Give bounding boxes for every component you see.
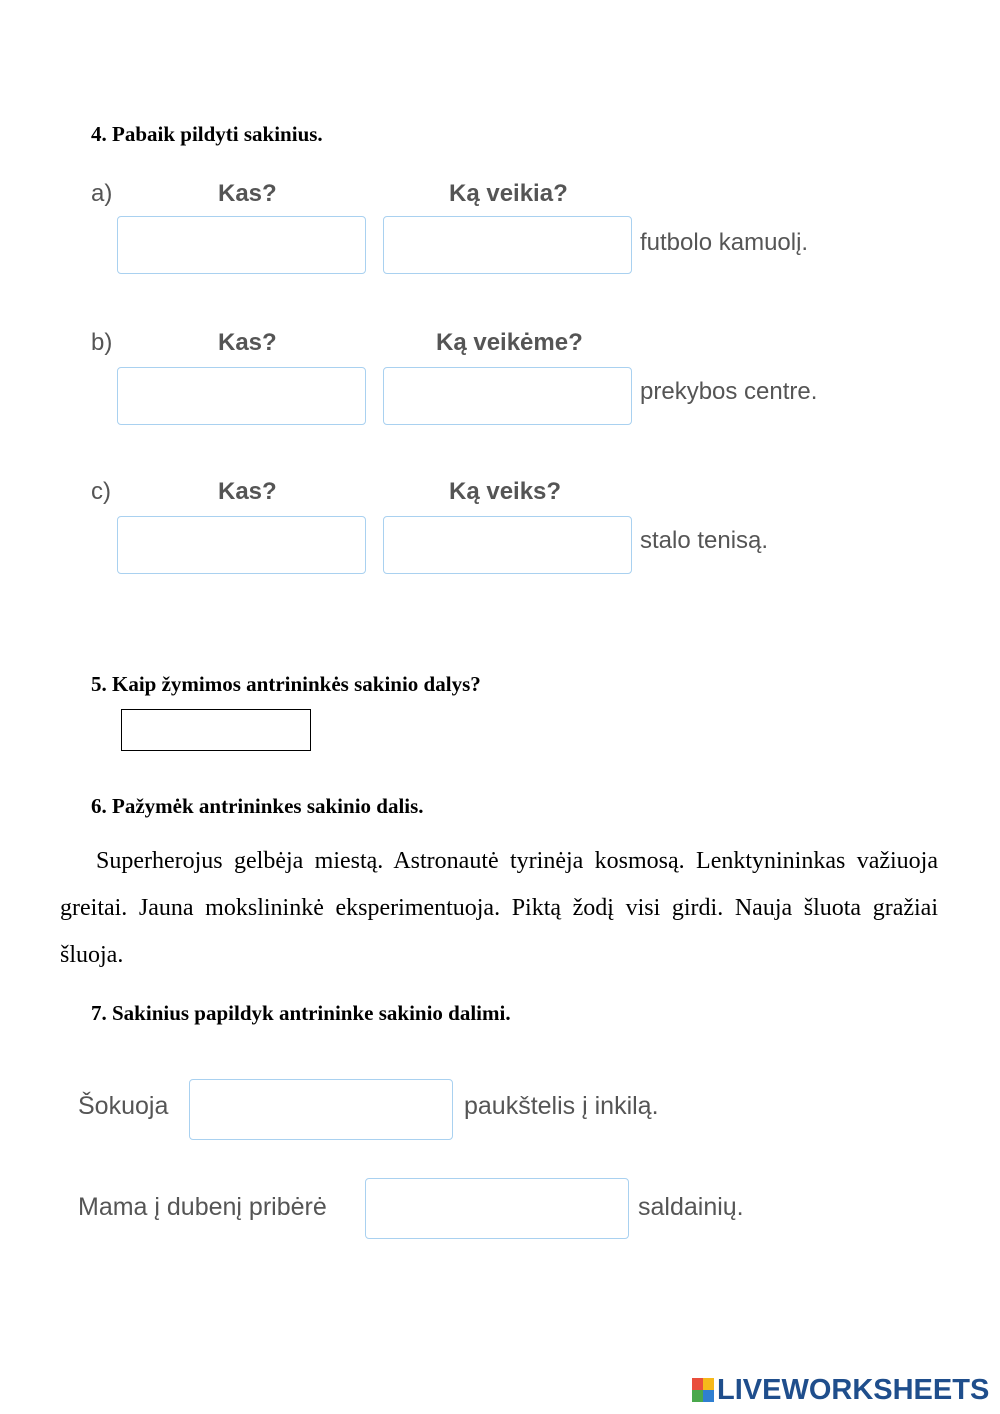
q7-sentence-2-after: saldainių. — [638, 1193, 744, 1221]
q6-paragraph[interactable]: Superherojus gelbėja miestą. Astronautė tyrinėja kosmosą. Lenktynininkas važiuoja greitai. Jauna mokslininkė eksperimentuoja. Piktą žodį visi girdi. Nauja šluota gražiai šluoja. — [60, 848, 938, 968]
q4-row-c-ending: stalo tenisą. — [640, 527, 769, 554]
q4-row-a-subject-input[interactable] — [117, 216, 366, 274]
q4-row-b-question-who: Kas? — [218, 329, 277, 356]
q4-row-c-question-what: Ką veiks? — [449, 478, 562, 505]
q6-heading: 6. Pažymėk antrininkes sakinio dalis. — [91, 794, 424, 818]
liveworksheets-logo — [692, 1374, 989, 1406]
q4-heading: 4. Pabaik pildyti sakinius. — [91, 122, 323, 146]
q4-row-c-question-who: Kas? — [218, 478, 277, 505]
logo-square-yellow — [703, 1378, 714, 1390]
q7-sentence-2-before: Mama į dubenį pribėrė — [78, 1193, 327, 1221]
q7-sentence-1-before: Šokuoja — [78, 1092, 169, 1120]
q7-heading: 7. Sakinius papildyk antrininke sakinio dalimi. — [91, 1001, 511, 1025]
logo-square-green — [692, 1390, 703, 1402]
q4-row-b-subject-input[interactable] — [117, 367, 366, 425]
q5-heading: 5. Kaip žymimos antrininkės sakinio dalys? — [91, 672, 481, 696]
q4-row-a-letter: a) — [91, 180, 113, 207]
q4-row-b-predicate-input[interactable] — [383, 367, 632, 425]
q4-row-a-predicate-input[interactable] — [383, 216, 632, 274]
logo-square-blue — [703, 1390, 714, 1402]
q4-row-b-ending: prekybos centre. — [640, 378, 818, 405]
q7-sentence-1-input[interactable] — [189, 1079, 453, 1140]
q7-sentence-2-input[interactable] — [365, 1178, 629, 1239]
q4-row-a-question-what: Ką veikia? — [449, 180, 568, 207]
q4-row-b-letter: b) — [91, 329, 113, 356]
q4-row-c-subject-input[interactable] — [117, 516, 366, 574]
q4-row-a-ending: futbolo kamuolį. — [640, 229, 809, 256]
q4-row-a-question-who: Kas? — [218, 180, 277, 207]
liveworksheets-logo-icon — [692, 1378, 714, 1402]
q5-answer-input[interactable] — [121, 709, 311, 751]
q4-row-b-question-what: Ką veikėme? — [436, 329, 583, 356]
logo-square-red — [692, 1378, 703, 1390]
liveworksheets-logo-text: LIVEWORKSHEETS — [717, 1373, 990, 1406]
q7-sentence-1-after: paukštelis į inkilą. — [464, 1092, 659, 1120]
q4-row-c-predicate-input[interactable] — [383, 516, 632, 574]
q4-row-c-letter: c) — [91, 478, 111, 505]
